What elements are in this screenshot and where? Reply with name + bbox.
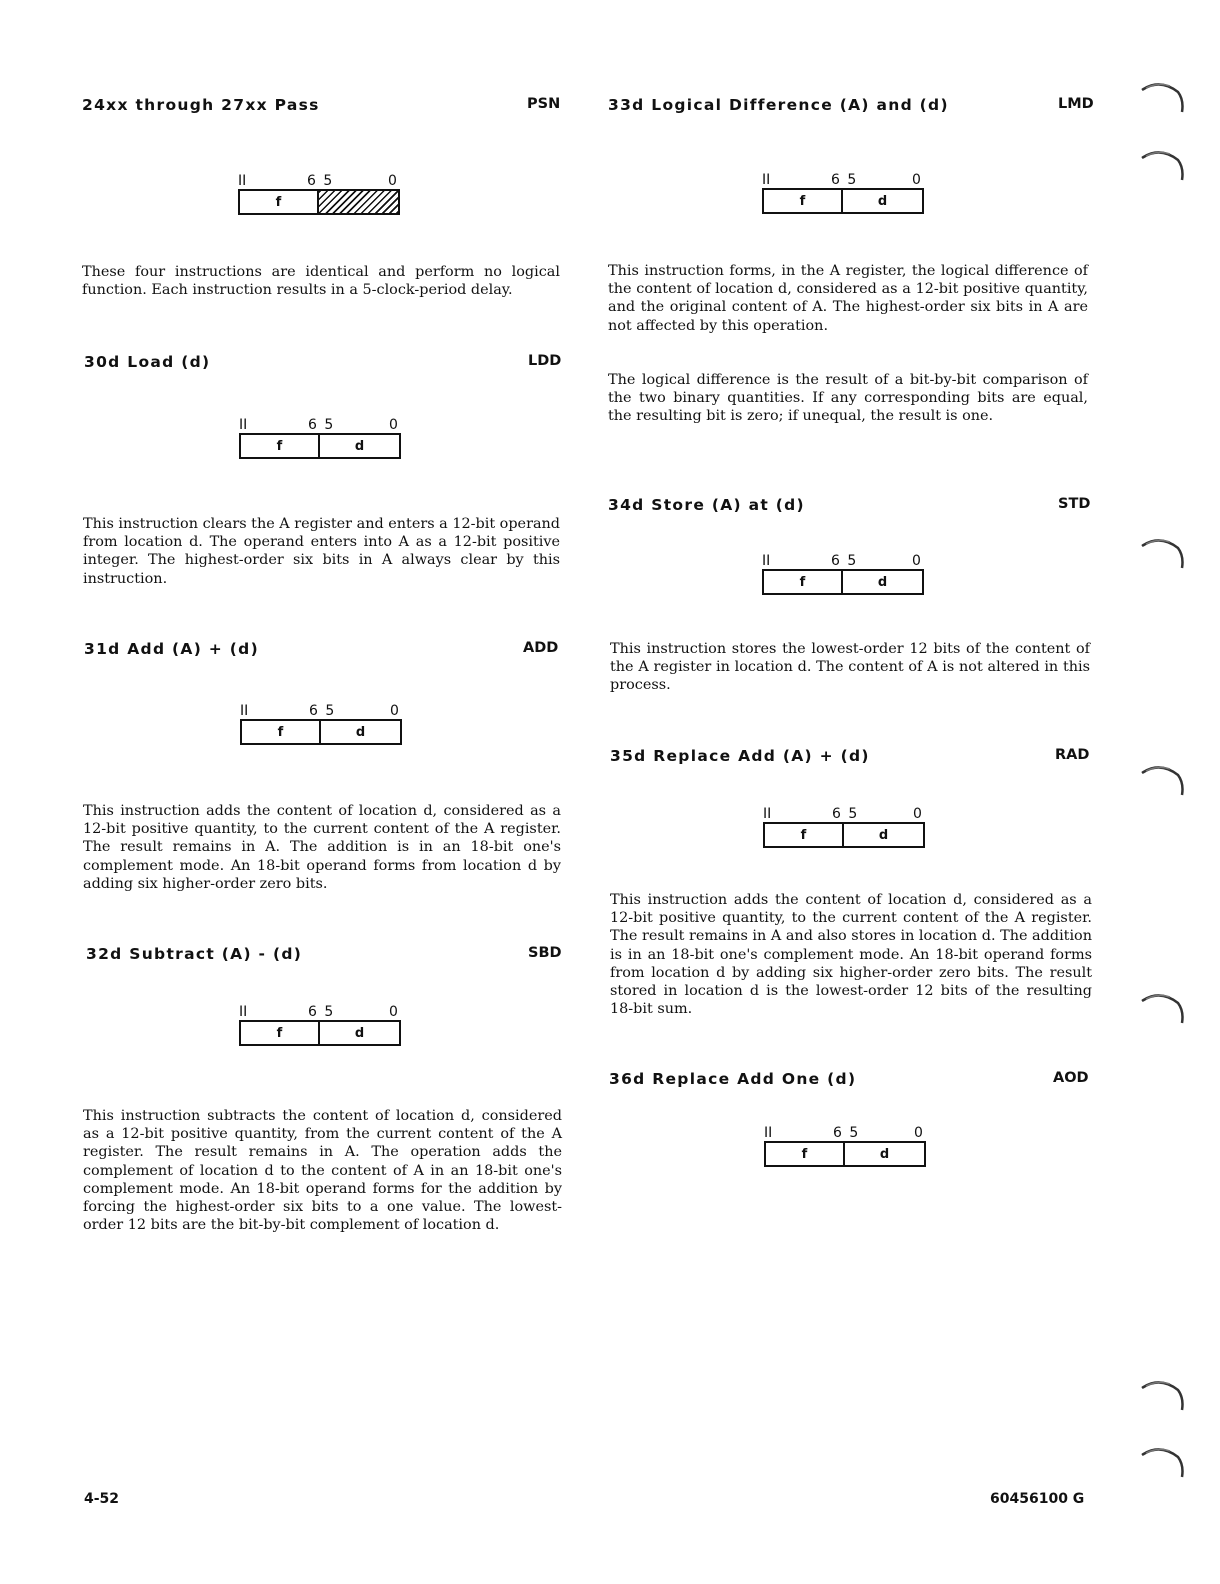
description-ldd: This instruction clears the A register and enters a 12-bit operand from location d. The operand enters into A as a 12-bit positive integer. The highest-order six bits in A always clear by this instruction. (83, 516, 561, 587)
page-number: 4-52 (84, 1491, 120, 1507)
description-psn: These four instructions are identical and perform no logical function. Each instruction results in a 5-clock-period delay. (82, 264, 560, 299)
bit-label-6-5: 6 5 (308, 1004, 335, 1020)
field-d: d (878, 827, 889, 843)
bit-label-6-5: 6 5 (831, 553, 858, 569)
description-std: This instruction stores the lowest-order 12 bits of the content of the A register in location d. The content of A is not altered in this process. (610, 641, 1090, 694)
bit-label-11: II (239, 1004, 248, 1020)
document-number: 60456100 G (990, 1491, 1085, 1507)
field-f: f (764, 190, 843, 212)
section-title-std: 34d Store (A) at (d) (608, 496, 805, 514)
description-add: This instruction adds the content of location d, considered as a 12-bit positive quantity, to the current content of the A register. The result remains in A. The addition is in an 18-bit one's complement mode. An 18-bit operand forms from location d by adding six higher-order zero bits. (83, 803, 561, 892)
format-box (762, 188, 924, 214)
instruction-format-lmd (762, 173, 926, 219)
section-title-rad: 35d Replace Add (A) + (d) (610, 747, 870, 765)
bit-label-6-5: 6 5 (309, 703, 336, 719)
instruction-format-aod (764, 1126, 928, 1172)
bit-label-6-5: 6 5 (832, 806, 859, 822)
bit-label-11: II (763, 806, 772, 822)
field-f: f (242, 721, 321, 743)
field-d: d (355, 724, 366, 740)
bit-label-11: II (762, 172, 771, 188)
mnemonic-std: STD (1058, 496, 1091, 512)
field-f: f (240, 191, 319, 213)
section-title-psn: 24xx through 27xx Pass (82, 96, 320, 114)
mnemonic-rad: RAD (1055, 747, 1090, 763)
format-box (240, 719, 402, 745)
format-box (763, 822, 925, 848)
binding-hole-icon (1140, 148, 1190, 188)
bit-label-0: 0 (389, 1004, 398, 1020)
format-box (764, 1141, 926, 1167)
field-d: d (877, 574, 888, 590)
mnemonic-aod: AOD (1053, 1070, 1089, 1086)
format-box (762, 569, 924, 595)
bit-label-0: 0 (912, 553, 921, 569)
field-unused-hatched (319, 191, 398, 213)
section-title-add: 31d Add (A) + (d) (84, 640, 259, 658)
bit-label-6-5: 6 5 (307, 173, 334, 189)
bit-label-11: II (239, 417, 248, 433)
mnemonic-sbd: SBD (528, 945, 562, 961)
section-title-sbd: 32d Subtract (A) - (d) (86, 945, 303, 963)
description-sbd: This instruction subtracts the content of location d, considered as a 12-bit positive quantity, from the current content of the A register. The result remains in A. The operation adds the complement of location d to the content of A in an 18-bit one's complement mode. An 18-bit operand forms for the addition by forcing the highest-order six bits to a one value. The lowest-order 12 bits are the bit-by-bit complement of location d. (83, 1108, 562, 1234)
binding-hole-icon (1140, 763, 1190, 803)
field-f: f (241, 1022, 320, 1044)
bit-label-6-5: 6 5 (833, 1125, 860, 1141)
instruction-format-std (762, 554, 926, 600)
description-rad: This instruction adds the content of location d, considered as a 12-bit positive quantity, to the current content of the A register. The result remains in A and also stores in location d. The addition is in an 18-bit one's complement mode. An 18-bit operand forms from location d by adding six higher-order zero bits. The result stored in location d is the lowest-order 12 bits of the resulting 18-bit sum. (610, 892, 1092, 1018)
mnemonic-add: ADD (523, 640, 559, 656)
bit-label-6-5: 6 5 (831, 172, 858, 188)
field-d: d (354, 438, 365, 454)
field-f: f (765, 824, 844, 846)
section-title-ldd: 30d Load (d) (84, 353, 211, 371)
instruction-format-rad (763, 807, 927, 853)
description-lmd-2: The logical difference is the result of a bit-by-bit comparison of the two binary quantities. If any corresponding bits are equal, the resulting bit is zero; if unequal, the result is one. (608, 372, 1088, 425)
section-title-lmd: 33d Logical Difference (A) and (d) (608, 96, 949, 114)
mnemonic-lmd: LMD (1058, 96, 1094, 112)
mnemonic-ldd: LDD (528, 353, 562, 369)
binding-hole-icon (1140, 536, 1190, 576)
bit-label-0: 0 (388, 173, 397, 189)
bit-label-0: 0 (913, 806, 922, 822)
bit-label-11: II (762, 553, 771, 569)
bit-label-0: 0 (390, 703, 399, 719)
bit-label-0: 0 (914, 1125, 923, 1141)
format-box (239, 433, 401, 459)
section-title-aod: 36d Replace Add One (d) (609, 1070, 857, 1088)
field-f: f (764, 571, 843, 593)
format-box (238, 189, 400, 215)
bit-label-0: 0 (912, 172, 921, 188)
bit-label-6-5: 6 5 (308, 417, 335, 433)
field-f: f (241, 435, 320, 457)
instruction-format-psn (238, 174, 402, 220)
binding-hole-icon (1140, 1445, 1190, 1485)
binding-hole-icon (1140, 80, 1190, 120)
instruction-format-sbd (239, 1005, 403, 1051)
field-d: d (879, 1146, 890, 1162)
binding-hole-icon (1140, 991, 1190, 1031)
instruction-format-add (240, 704, 404, 750)
field-f: f (766, 1143, 845, 1165)
field-d: d (877, 193, 888, 209)
bit-label-11: II (238, 173, 247, 189)
field-d: d (354, 1025, 365, 1041)
bit-label-0: 0 (389, 417, 398, 433)
binding-hole-icon (1140, 1378, 1190, 1418)
mnemonic-psn: PSN (527, 96, 561, 112)
instruction-format-ldd (239, 418, 403, 464)
bit-label-11: II (764, 1125, 773, 1141)
format-box (239, 1020, 401, 1046)
description-lmd-1: This instruction forms, in the A register, the logical difference of the content of location d, considered as a 12-bit positive quantity, and the original content of A. The highest-order six bits in A are not affected by this operation. (608, 263, 1088, 334)
bit-label-11: II (240, 703, 249, 719)
